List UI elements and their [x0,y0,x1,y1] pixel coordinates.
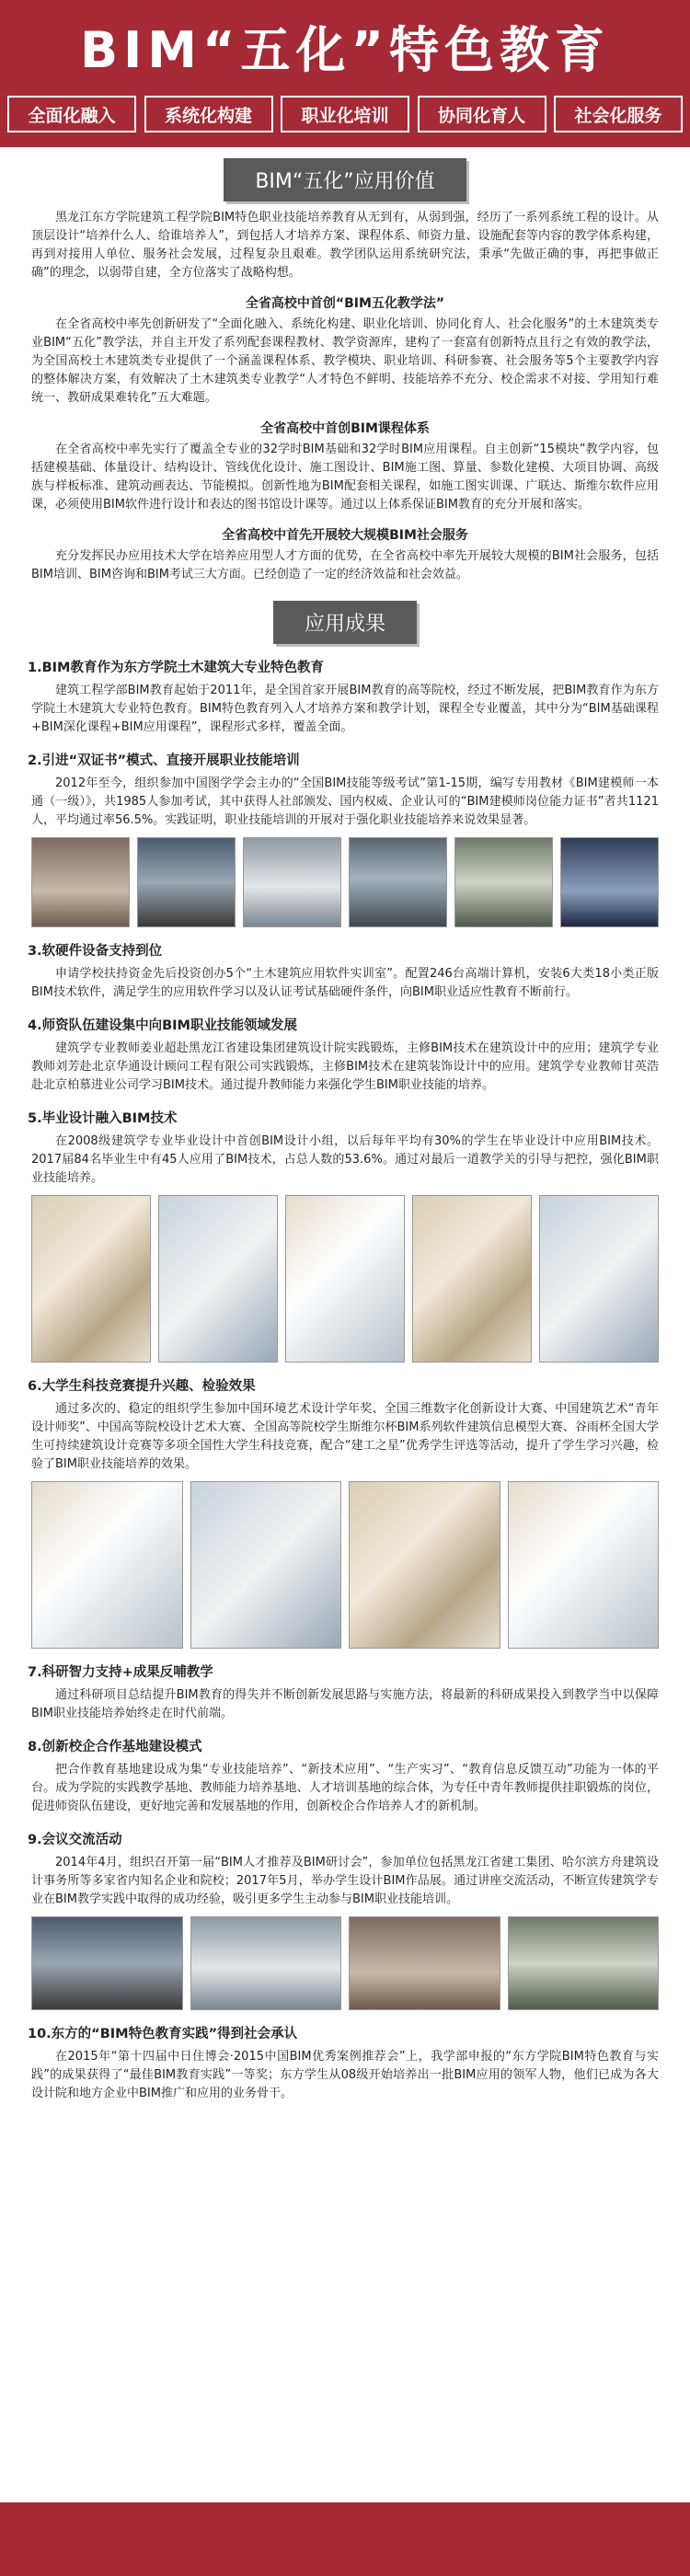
result-item-heading: 4.师资队伍建设集中向BIM职业技能领域发展 [28,1018,297,1033]
result-item-text: 在2015年“第十四届中日住博会·2015中国BIM优秀案例推荐会”上，我学部申报的“东方学院BIM特色教育与实践”的成果获得了“最佳BIM教育实践”一等奖；东方学生从08级开始培养出一批BIM应用的领军人物，他们已成为各大设计院和地方企业中BIM推广和应用的业务骨干。 [31,2050,659,2100]
tab-collaborative: 协同化育人 [418,96,546,132]
meeting-photo [508,1916,660,2010]
result-item-text: 在2008级建筑学专业毕业设计中首创BIM设计小组，以后每年平均有30%的学生在毕业设计中应用BIM技术。2017届84名毕业生中有45人应用了BIM技术，占总人数的53.6%。通过对最后一道教学关的引导与把控，强化BIM职业技能培养。 [31,1134,659,1185]
training-photo [31,837,130,927]
result-item-heading: 8.创新校企合作基地建设模式 [28,1740,202,1754]
result-item-text: 通过科研项目总结提升BIM教育的得失并不断创新发展思路与实施方法，将最新的科研成果投入到教学当中以保障BIM职业技能培养始终走在时代前端。 [31,1688,659,1720]
training-photo [560,837,659,927]
result-item-text: 2012年至今，组织参加中国图学学会主办的“全国BIM技能等级考试”第1-15期，编写专用教材《BIM建模师一本通（一级）》，共1985人参加考试，其中获得人社部颁发、国内权威、企业认可的“BIM建模师岗位能力证书”者共1121人，平均通过率56.5%。实践证明，职业技能培训的开展对于强化职业技能培养来说效果显著。 [31,776,659,827]
competition-board-row [31,1481,659,1649]
result-item-text: 申请学校扶持资金先后投资创办5个“土木建筑应用软件实训室”。配置246台高端计算机，安装6大类18小类正版BIM技术软件，满足学生的应用软件学习以及认证考试基础硬件条件，向BIM职业适应性教育不断前行。 [31,967,659,999]
result-item-heading: 2.引进“双证书”模式、直接开展职业技能培训 [28,753,300,768]
tab-systematic: 系统化构建 [144,96,273,132]
competition-board-image [349,1481,500,1649]
result-item-heading: 5.毕业设计融入BIM技术 [28,1111,178,1126]
tab-comprehensive: 全面化融入 [7,96,136,132]
value-intro-text: 黑龙江东方学院建筑工程学院BIM特色职业技能培养教育从无到有，从弱到强，经历了一系列系统工程的设计。从顶层设计“培养什么人、给谁培养人”，到包括人才培养方案、课程体系、师资力量、设施配套等内容的教学体系构建，再到对接用人单位、服务社会发展，过程复杂且艰难。教学团队运用系统研究法，秉承“先做正确的事，再把事做正确”的理念，以弱带自建，全方位落实了战略构想。 [31,211,659,280]
result-item-heading: 1.BIM教育作为东方学院土木建筑大专业特色教育 [28,661,324,675]
result-item-heading: 6.大学生科技竞赛提升兴趣、检验效果 [28,1379,256,1394]
meeting-photo [190,1916,342,2010]
meeting-photo [349,1916,500,2010]
design-board-row [31,1195,659,1363]
training-photo-row [31,837,659,927]
value-block-text: 在全省高校中率先实行了覆盖全专业的32学时BIM基础和32学时BIM应用课程。自主创新“15模块”教学内容，包括建模基础、体量设计、结构设计、管线优化设计、施工图设计、BIM施工图、算量、参数化建模、大项目协调、高级族与样板标准、建筑动画表达、节能模拟。创新性地为BIM配套相关课程，如施工图实训课、广联达、斯维尔软件应用课，必须使用BIM软件进行设计和表达的图书馆设计课等。通过以上体系保证BIM教育的充分开展和落实。 [31,443,659,512]
tab-professional: 职业化培训 [281,96,409,132]
result-item-text: 2014年4月，组织召开第一届“BIM人才推荐及BIM研讨会”，参加单位包括黑龙江省建工集团、哈尔滨方舟建筑设计事务所等多家省内知名企业和院校；2017年5月，举办学生设计BIM作品展。通过讲座交流活动，不断宣传建筑学专业在BIM教学实践中取得的成功经验，吸引更多学生主动参与BIM职业技能培训。 [31,1856,659,1906]
result-item-heading: 10.东方的“BIM特色教育实践”得到社会承认 [28,2027,298,2041]
meeting-photo-row [31,1916,659,2010]
result-item-heading: 3.软硬件设备支持到位 [28,944,163,959]
value-block-text: 在全省高校中率先创新研发了“全面化融入、系统化构建、职业化培训、协同化育人、社会化服务”的土木建筑类专业BIM“五化”教学法，并自主开发了系列配套课程教材、教学资源库，建构了一套富有创新特点且行之有效的教学法，为全国高校土木建筑类专业提供了一个涵盖课程体系、教学模块、职业培训、科研参赛、社会服务等5个主要教学内容的整体解决方案，有效解决了土木建筑类专业教学“人才特色不鲜明、技能培养不充分、校企需求不对接、学用知行难统一、教研成果难转化”五大难题。 [31,317,659,405]
result-item-heading: 7.科研智力支持+成果反哺教学 [28,1665,213,1680]
training-photo [454,837,553,927]
design-board-image [31,1195,151,1363]
training-photo [137,837,236,927]
training-photo [243,837,341,927]
tab-social: 社会化服务 [554,96,683,132]
main-content [0,147,690,2502]
design-board-image [412,1195,532,1363]
feature-tabs [7,96,683,136]
design-board-image [158,1195,278,1363]
competition-board-image [508,1481,660,1649]
competition-board-image [31,1481,183,1649]
results-section-title: 应用成果 [273,601,417,644]
design-board-image [539,1195,659,1363]
value-block-text: 充分发挥民办应用技术大学在培养应用型人才方面的优势，在全省高校中率先开展较大规模的BIM社会服务，包括BIM培训、BIM咨询和BIM考试三大方面。已经创造了一定的经济效益和社会效益。 [31,549,659,581]
header-banner [0,0,690,147]
result-item-heading: 9.会议交流活动 [28,1833,122,1847]
result-item-text: 通过多次的、稳定的组织学生参加中国环境艺术设计学年奖、全国三维数字化创新设计大赛、中国建筑艺术“青年设计师奖”、中国高等院校设计艺术大赛、全国高等院校学生斯维尔杯BIM系列软件建筑信息模型大赛、谷雨杯全国大学生可持续建筑设计竞赛等多项全国性大学生科技竞赛，配合“建工之星”优秀学生评选等活动，提升了学生学习兴趣，检验了BIM职业技能培养的效果。 [31,1402,659,1471]
page-title: BIM“五化”特色教育 [80,21,610,79]
result-item-text: 把合作教育基地建设成为集“专业技能培养”、“新技术应用”、“生产实习”、“教育信息反馈互动”功能为一体的平台。成为学院的实践教学基地、教师能力培养基地、人才培训基地的综合体，为专任中青年教师提供挂职锻炼的岗位，促进师资队伍建设，更好地完善和发展基地的作用，创新校企合作培养人才的新机制。 [31,1763,659,1813]
meeting-photo [31,1916,183,2010]
value-block-heading: 全省高校中首创BIM课程体系 [260,421,430,436]
value-section-title: BIM“五化”应用价值 [224,158,466,201]
training-photo [349,837,447,927]
competition-board-image [190,1481,342,1649]
result-item-text: 建筑工程学部BIM教育起始于2011年，是全国首家开展BIM教育的高等院校，经过不断发展，把BIM教育作为东方学院土木建筑大专业特色教育。BIM特色教育列入人才培养方案和教学计划，课程全专业覆盖，其中分为“BIM基础课程+BIM深化课程+BIM应用课程”，课程形式多样，覆盖全面。 [31,684,659,734]
value-block-heading: 全省高校中首先开展较大规模BIM社会服务 [222,528,468,543]
value-block-heading: 全省高校中首创“BIM五化教学法” [245,296,445,311]
design-board-image [285,1195,405,1363]
footer-band [0,2502,690,2576]
result-item-text: 建筑学专业教师姜业超赴黑龙江省建设集团建筑设计院实践锻炼，主修BIM技术在建筑设计中的应用；建筑学专业教师刘芳赴北京华通设计顾问工程有限公司实践锻炼，主修BIM技术在建筑装饰设计中的应用。建筑学专业教师甘英浩赴北京柏慕进业公司学习BIM技术。通过提升教师能力来强化学生BIM职业技能的培养。 [31,1041,659,1092]
